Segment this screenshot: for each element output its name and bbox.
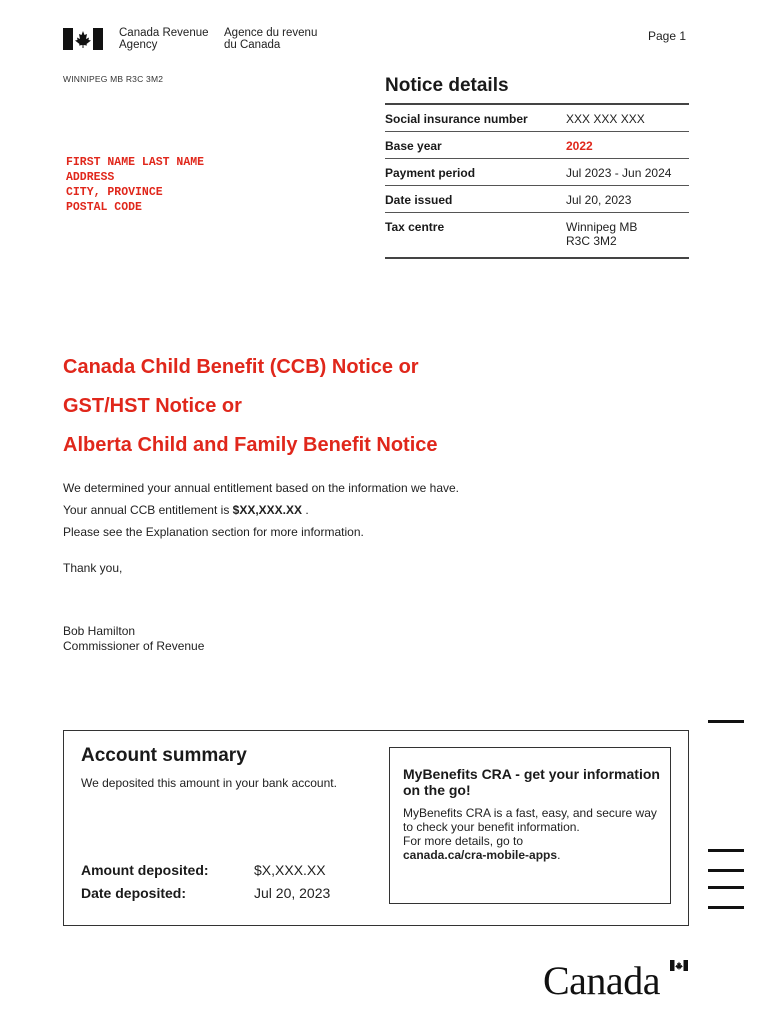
tax-centre-label: Tax centre [385,220,445,234]
amount-deposited-value: $X,XXX.XX [254,862,326,878]
canada-flag-icon [63,28,103,50]
agency-name-english [119,27,209,51]
wordmark-flag-icon [670,960,688,971]
sin-label: Social insurance number [385,112,528,126]
payment-period-value: Jul 2023 - Jun 2024 [566,166,672,180]
date-issued-value: Jul 20, 2023 [566,193,632,207]
date-deposited-value: Jul 20, 2023 [254,885,331,901]
agency-en-line1: Canada Revenue [119,27,209,39]
entitlement-paragraph: We determined your annual entitlement based on the information we have. [63,481,460,495]
return-address: WINNIPEG MB R3C 3M2 [63,74,164,84]
agency-name-french [224,27,317,51]
table-row [385,132,689,159]
mybenefits-title: MyBenefits CRA - get your information on the go! [403,766,660,798]
canada-wordmark: Canada [543,958,660,1003]
agency-en-line2: Agency [119,39,158,51]
account-summary-subtitle: We deposited this amount in your bank account. [81,776,337,790]
notice-heading-line3: Alberta Child and Family Benefit Notice [63,434,438,456]
recipient-address [66,155,204,215]
thank-you-text: Thank you, [63,561,123,575]
signature-name: Bob Hamilton [63,624,136,638]
recipient-name: FIRST NAME LAST NAME [66,156,205,169]
table-row [385,186,689,213]
date-deposited-label: Date deposited: [81,885,187,901]
mybenefits-details: For more details, go to [403,834,524,848]
amount-deposited-label: Amount deposited: [81,862,209,878]
signature-title: Commissioner of Revenue [63,639,205,653]
explanation-paragraph: Please see the Explanation section for more information. [63,525,364,539]
notice-heading-line1: Canada Child Benefit (CCB) Notice or [63,356,419,378]
date-issued-label: Date issued [385,193,453,207]
notice-details-title: Notice details [385,75,509,96]
scan-mark [708,886,744,889]
table-row [385,105,689,132]
notice-heading-line2: GST/HST Notice or [63,395,242,417]
table-row [385,159,689,186]
payment-period-label: Payment period [385,166,476,180]
scan-mark [708,849,744,852]
notice-details-table [385,103,689,259]
recipient-street: ADDRESS [66,171,115,184]
account-summary-title: Account summary [81,745,247,766]
entitlement-prefix: Your annual CCB entitlement is [63,503,233,517]
mybenefits-link-line [403,848,663,862]
page-number: Page 1 [648,29,687,43]
entitlement-suffix: . [302,503,309,517]
base-year-value: 2022 [566,139,593,153]
sin-value: XXX XXX XXX [566,112,645,126]
scan-mark [708,906,744,909]
table-row [385,213,689,259]
mybenefits-link-suffix: . [557,848,561,862]
recipient-city: CITY, PROVINCE [66,186,163,199]
fold-mark [708,720,744,723]
scan-mark [708,869,744,872]
mybenefits-description: MyBenefits CRA is a fast, easy, and secure way to check your benefit information. [403,806,657,834]
mybenefits-body [403,806,663,862]
mybenefits-link[interactable]: canada.ca/cra-mobile-apps [403,848,558,862]
base-year-label: Base year [385,139,442,153]
recipient-postal: POSTAL CODE [66,201,142,214]
tax-centre-value: Winnipeg MB R3C 3M2 [566,220,638,248]
entitlement-amount: $XX,XXX.XX [232,503,303,517]
entitlement-amount-paragraph [63,503,309,517]
agency-fr-line1: Agence du revenu [224,27,318,39]
agency-fr-line2: du Canada [224,39,281,51]
